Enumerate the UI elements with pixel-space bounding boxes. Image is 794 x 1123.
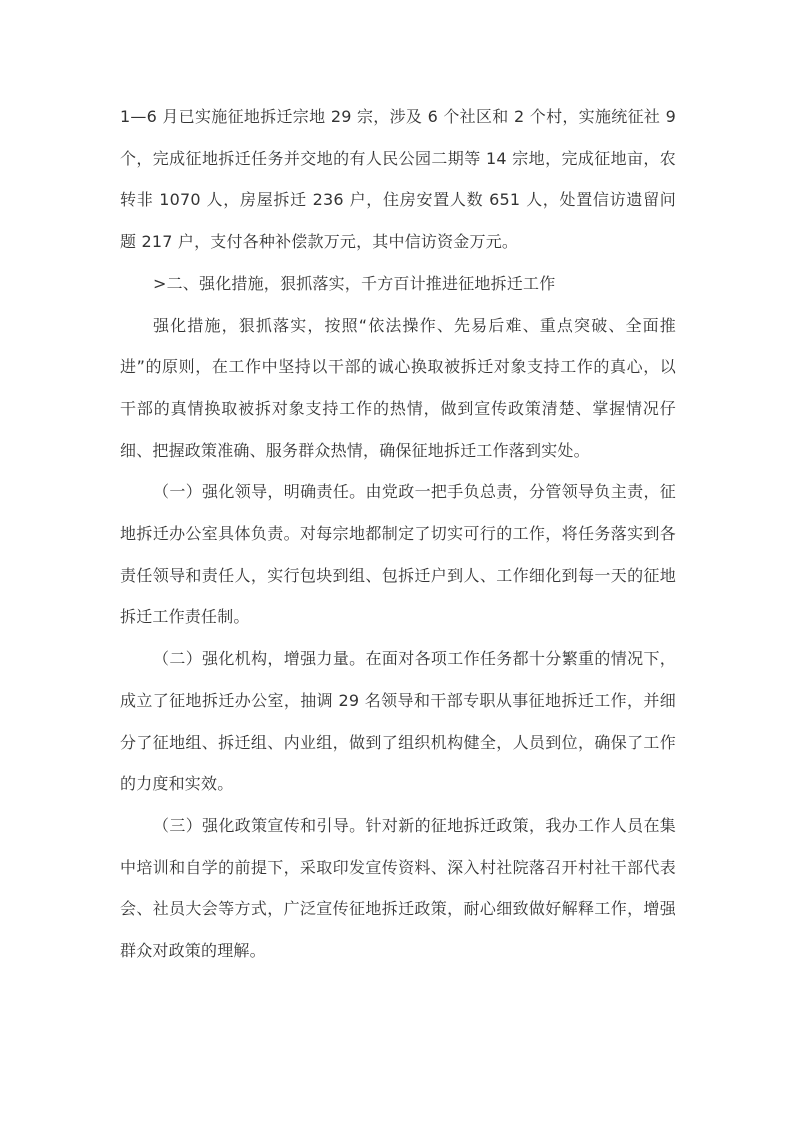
document-page: [120, 96, 676, 972]
paragraph-summary: 1—6 月已实施征地拆迁宗地 29 宗，涉及 6 个社区和 2 个村，实施统征社 9 个，完成征地拆迁任务并交地的有人民公园二期等 14 宗地，完成征地亩，农转非 1070 人，房屋拆迁 236 户，住房安置人数 651 人，处置信访遗留问题 217 户，支付各种补偿款万元，其中信访资金万元。: [120, 107, 676, 252]
paragraph-organization: （二）强化机构，增强力量。在面对各项工作任务都十分繁重的情况下，成立了征地拆迁办公室，抽调 29 名领导和干部专职从事征地拆迁工作，并细分了征地组、拆迁组、内业组，做到了组织机构健全，人员到位，确保了工作的力度和实效。: [120, 649, 676, 794]
paragraph-leadership: （一）强化领导，明确责任。由党政一把手负总责，分管领导负主责，征地拆迁办公室具体负责。对每宗地都制定了切实可行的工作，将任务落实到各责任领导和责任人，实行包块到组、包拆迁户到人、工作细化到每一天的征地拆迁工作责任制。: [120, 482, 676, 627]
section-heading-2: >二、强化措施，狠抓落实，千方百计推进征地拆迁工作: [153, 273, 556, 293]
paragraph-policy-promotion: （三）强化政策宣传和引导。针对新的征地拆迁政策，我办工作人员在集中培训和自学的前提下，采取印发宣传资料、深入村社院落召开村社干部代表会、社员大会等方式，广泛宣传征地拆迁政策，耐心细致做好解释工作，增强群众对政策的理解。: [120, 815, 676, 961]
paragraph-measures: 强化措施，狠抓落实，按照“依法操作、先易后难、重点突破、全面推进”的原则，在工作中坚持以干部的诚心换取被拆迁对象支持工作的真心，以干部的真情换取被拆对象支持工作的热情，做到宣传政策清楚、掌握情况仔细、把握政策准确、服务群众热情，确保征地拆迁工作落到实处。: [120, 315, 676, 460]
